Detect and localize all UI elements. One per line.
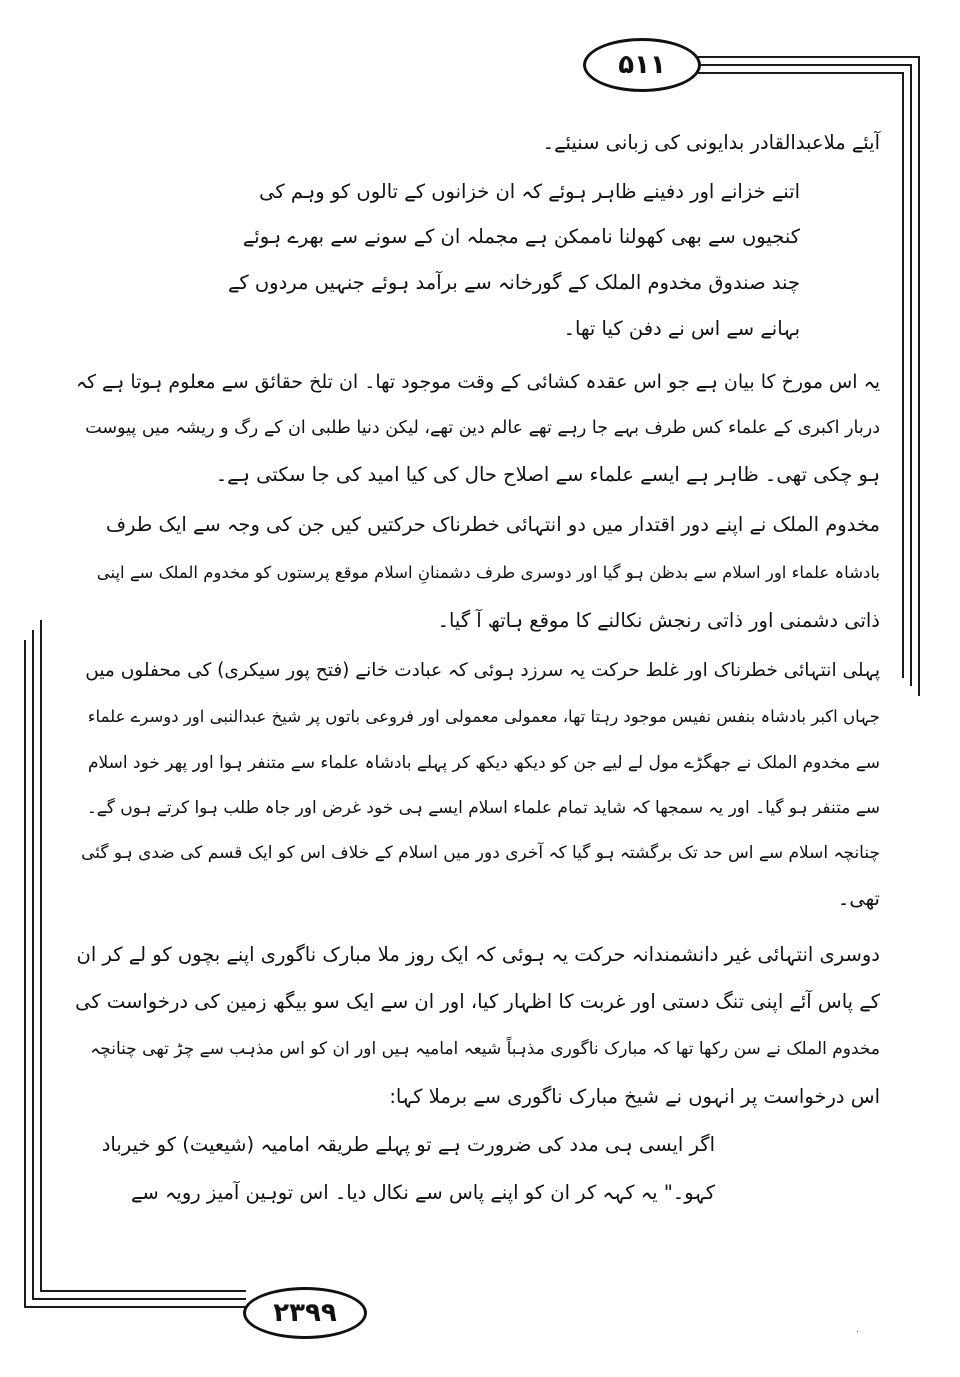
text-line: ہو چکی تھی۔ ظاہر ہے ایسے علماء سے اصلاح حال کی کیا امید کی جا سکتی ہے۔ bbox=[215, 463, 880, 486]
frame-right-line-3 bbox=[902, 72, 904, 678]
text-line: آیئے ملاعبدالقادر بدایونی کی زبانی سنیئے۔ bbox=[542, 131, 880, 154]
frame-right-line-1 bbox=[918, 56, 920, 696]
text-line: پہلی انتہائی خطرناک اور غلط حرکت یہ سرزد ہوئی کہ عبادت خانے (فتح پور سیکری) کی محفلوں میں bbox=[85, 660, 880, 681]
text-line: یہ اس مورخ کا بیان ہے جو اس عقدہ کشائی کے وقت موجود تھا۔ ان تلخ حقائق سے معلوم ہوتا ہے کہ bbox=[75, 371, 880, 393]
text-line: سے متنفر ہو گیا۔ اور یہ سمجھا کہ شاید تمام علماء اسلام ایسے ہی خود غرض اور جاہ طلب ہوا کرتے ہوں گے۔ bbox=[86, 798, 880, 818]
text-line: تھی۔ bbox=[837, 887, 880, 910]
frame-left-line-3 bbox=[40, 620, 42, 1292]
frame-left-line-2 bbox=[32, 630, 34, 1300]
text-line: مخدوم الملک نے سن رکھا تھا کہ مبارک ناگوری مذہباً شیعہ امامیہ ہیں اور ان کو اس مذہب سے چڑ تھی چنانچہ bbox=[90, 1039, 880, 1059]
quote-line: اگر ایسی ہی مدد کی ضرورت ہے تو پہلے طریقہ امامیہ (شیعیت) کو خیرباد bbox=[101, 1133, 715, 1156]
body-text bbox=[74, 0, 880, 1377]
text-line: سے مخدوم الملک نے جھگڑے مول لے لیے جن کو دیکھ دیکھ کر پہلے بادشاہ علماء سے متنفر ہوا اور پھر خود اسلام bbox=[87, 753, 880, 773]
quote-line: اتنے خزانے اور دفینے ظاہر ہوئے کہ ان خزانوں کے تالوں کو وہم کی bbox=[259, 180, 800, 203]
text-line: دوسری انتہائی غیر دانشمندانہ حرکت یہ ہوئی کہ ایک روز ملا مبارک ناگوری اپنے بچوں کو لے کر ان bbox=[76, 943, 880, 966]
top-page-number: ۵۱۱ bbox=[583, 38, 701, 92]
text-line: دربار اکبری کے علماء کس طرف بہے جا رہے تھے عالم دین تھے، لیکن دنیا طلبی ان کے رگ و ریشہ میں پیوست bbox=[85, 418, 880, 438]
quote-line: کنجیوں سے بھی کھولنا ناممکن ہے مجملہ ان کے سونے سے بھرے ہوئے bbox=[242, 225, 800, 248]
bottom-page-number: ۲۳۹۹ bbox=[243, 1287, 367, 1339]
text-line: چنانچہ اسلام سے اس حد تک برگشتہ ہو گیا کہ آخری دور میں اسلام کے خلاف اس کو ایک قسم کی ضدی ہو گئی bbox=[81, 843, 880, 863]
frame-left-line-1 bbox=[24, 640, 26, 1308]
text-line: جہاں اکبر بادشاہ بنفس نفیس موجود رہتا تھا، معمولی معمولی اور فروعی باتوں پر شیخ عبدالنبی اور دوسرے علماء bbox=[87, 707, 880, 726]
quote-line: کہو۔" یہ کہہ کر ان کو اپنے پاس سے نکال دیا۔ اس توہین آمیز رویہ سے bbox=[131, 1181, 715, 1204]
quote-line: بہانے سے اس نے دفن کیا تھا۔ bbox=[563, 317, 800, 340]
text-line: مخدوم الملک نے اپنے دور اقتدار میں دو انتہائی خطرناک حرکتیں کیں جن کی وجہ سے ایک طرف bbox=[105, 513, 880, 536]
quote-line: چند صندوق مخدوم الملک کے گورخانہ سے برآمد ہوئے جنہیں مردوں کے bbox=[227, 271, 800, 294]
text-line: کے پاس آئے اپنی تنگ دستی اور غربت کا اظہار کیا، اور ان سے ایک سو بیگھ زمین کی درخواست کی bbox=[75, 990, 880, 1013]
text-line: اس درخواست پر انہوں نے شیخ مبارک ناگوری سے برملا کہا: bbox=[389, 1085, 880, 1108]
scan-mark: · bbox=[856, 1327, 860, 1338]
text-line: بادشاہ علماء اور اسلام سے بدظن ہو گیا اور دوسری طرف دشمنانِ اسلام موقع پرستوں کو مخدوم الملک سے اپنی bbox=[96, 563, 880, 582]
text-line: ذاتی دشمنی اور ذاتی رنجش نکالنے کا موقع ہاتھ آ گیا۔ bbox=[437, 609, 880, 632]
frame-right-line-2 bbox=[910, 64, 912, 686]
